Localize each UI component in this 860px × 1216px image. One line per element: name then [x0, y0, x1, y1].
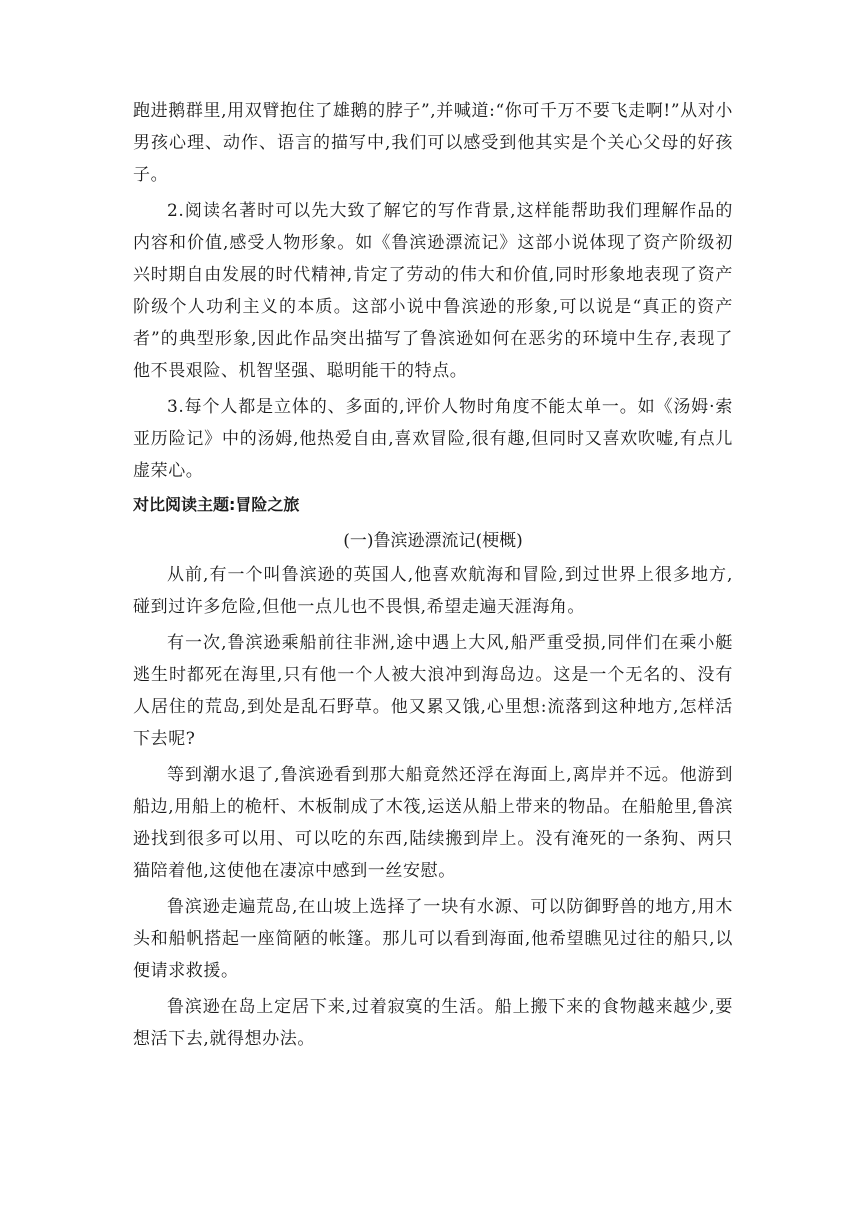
tip-paragraph-3: 3.每个人都是立体的、多面的,评价人物时角度不能太单一。如《汤姆·索亚历险记》中的汤姆,他热爱自由,喜欢冒险,很有趣,但同时又喜欢吹嘘,有点儿虚荣心。	[133, 397, 733, 481]
story-paragraph-4: 鲁滨逊走遍荒岛,在山坡上选择了一块有水源、可以防御野兽的地方,用木头和船帆搭起一座简陋的帐篷。那儿可以看到海面,他希望瞧见过往的船只,以便请求救援。	[133, 897, 733, 981]
story-paragraph-5: 鲁滨逊在岛上定居下来,过着寂寞的生活。船上搬下来的食物越来越少,要想活下去,就得想办法。	[133, 997, 733, 1049]
story-paragraph-2: 有一次,鲁滨逊乘船前往非洲,途中遇上大风,船严重受损,同伴们在乘小艇逃生时都死在海里,只有他一个人被大浪冲到海岛边。这是一个无名的、没有人居住的荒岛,到处是乱石野草。他又累又饿,心里想:流落到这种地方,怎样活下去呢?	[133, 633, 733, 749]
tip-paragraph-2: 2.阅读名著时可以先大致了解它的写作背景,这样能帮助我们理解作品的内容和价值,感受人物形象。如《鲁滨逊漂流记》这部小说体现了资产阶级初兴时期自由发展的时代精神,肯定了劳动的伟大和价值,同时形象地表现了资产阶级个人功利主义的本质。这部小说中鲁滨逊的形象,可以说是“真正的资产者”的典型形象,因此作品突出描写了鲁滨逊如何在恶劣的环境中生存,表现了他不畏艰险、机智坚强、聪明能干的特点。	[133, 201, 733, 381]
document-body	[133, 95, 733, 1055]
continuation-paragraph: 跑进鹅群里,用双臂抱住了雄鹅的脖子”,并喊道:“你可千万不要飞走啊!”从对小男孩心理、动作、语言的描写中,我们可以感受到他其实是个关心父母的好孩子。	[133, 101, 733, 185]
story-paragraph-1: 从前,有一个叫鲁滨逊的英国人,他喜欢航海和冒险,到过世界上很多地方,碰到过许多危险,但他一点儿也不畏惧,希望走遍天涯海角。	[133, 565, 733, 617]
story-paragraph-3: 等到潮水退了,鲁滨逊看到那大船竟然还浮在海面上,离岸并不远。他游到船边,用船上的桅杆、木板制成了木筏,运送从船上带来的物品。在船舱里,鲁滨逊找到很多可以用、可以吃的东西,陆续搬到岸上。没有淹死的一条狗、两只猫陪着他,这使他在凄凉中感到一丝安慰。	[133, 765, 733, 881]
section-heading: 对比阅读主题:冒险之旅	[133, 495, 300, 514]
story-title: (一)鲁滨逊漂流记(梗概)	[343, 531, 523, 551]
